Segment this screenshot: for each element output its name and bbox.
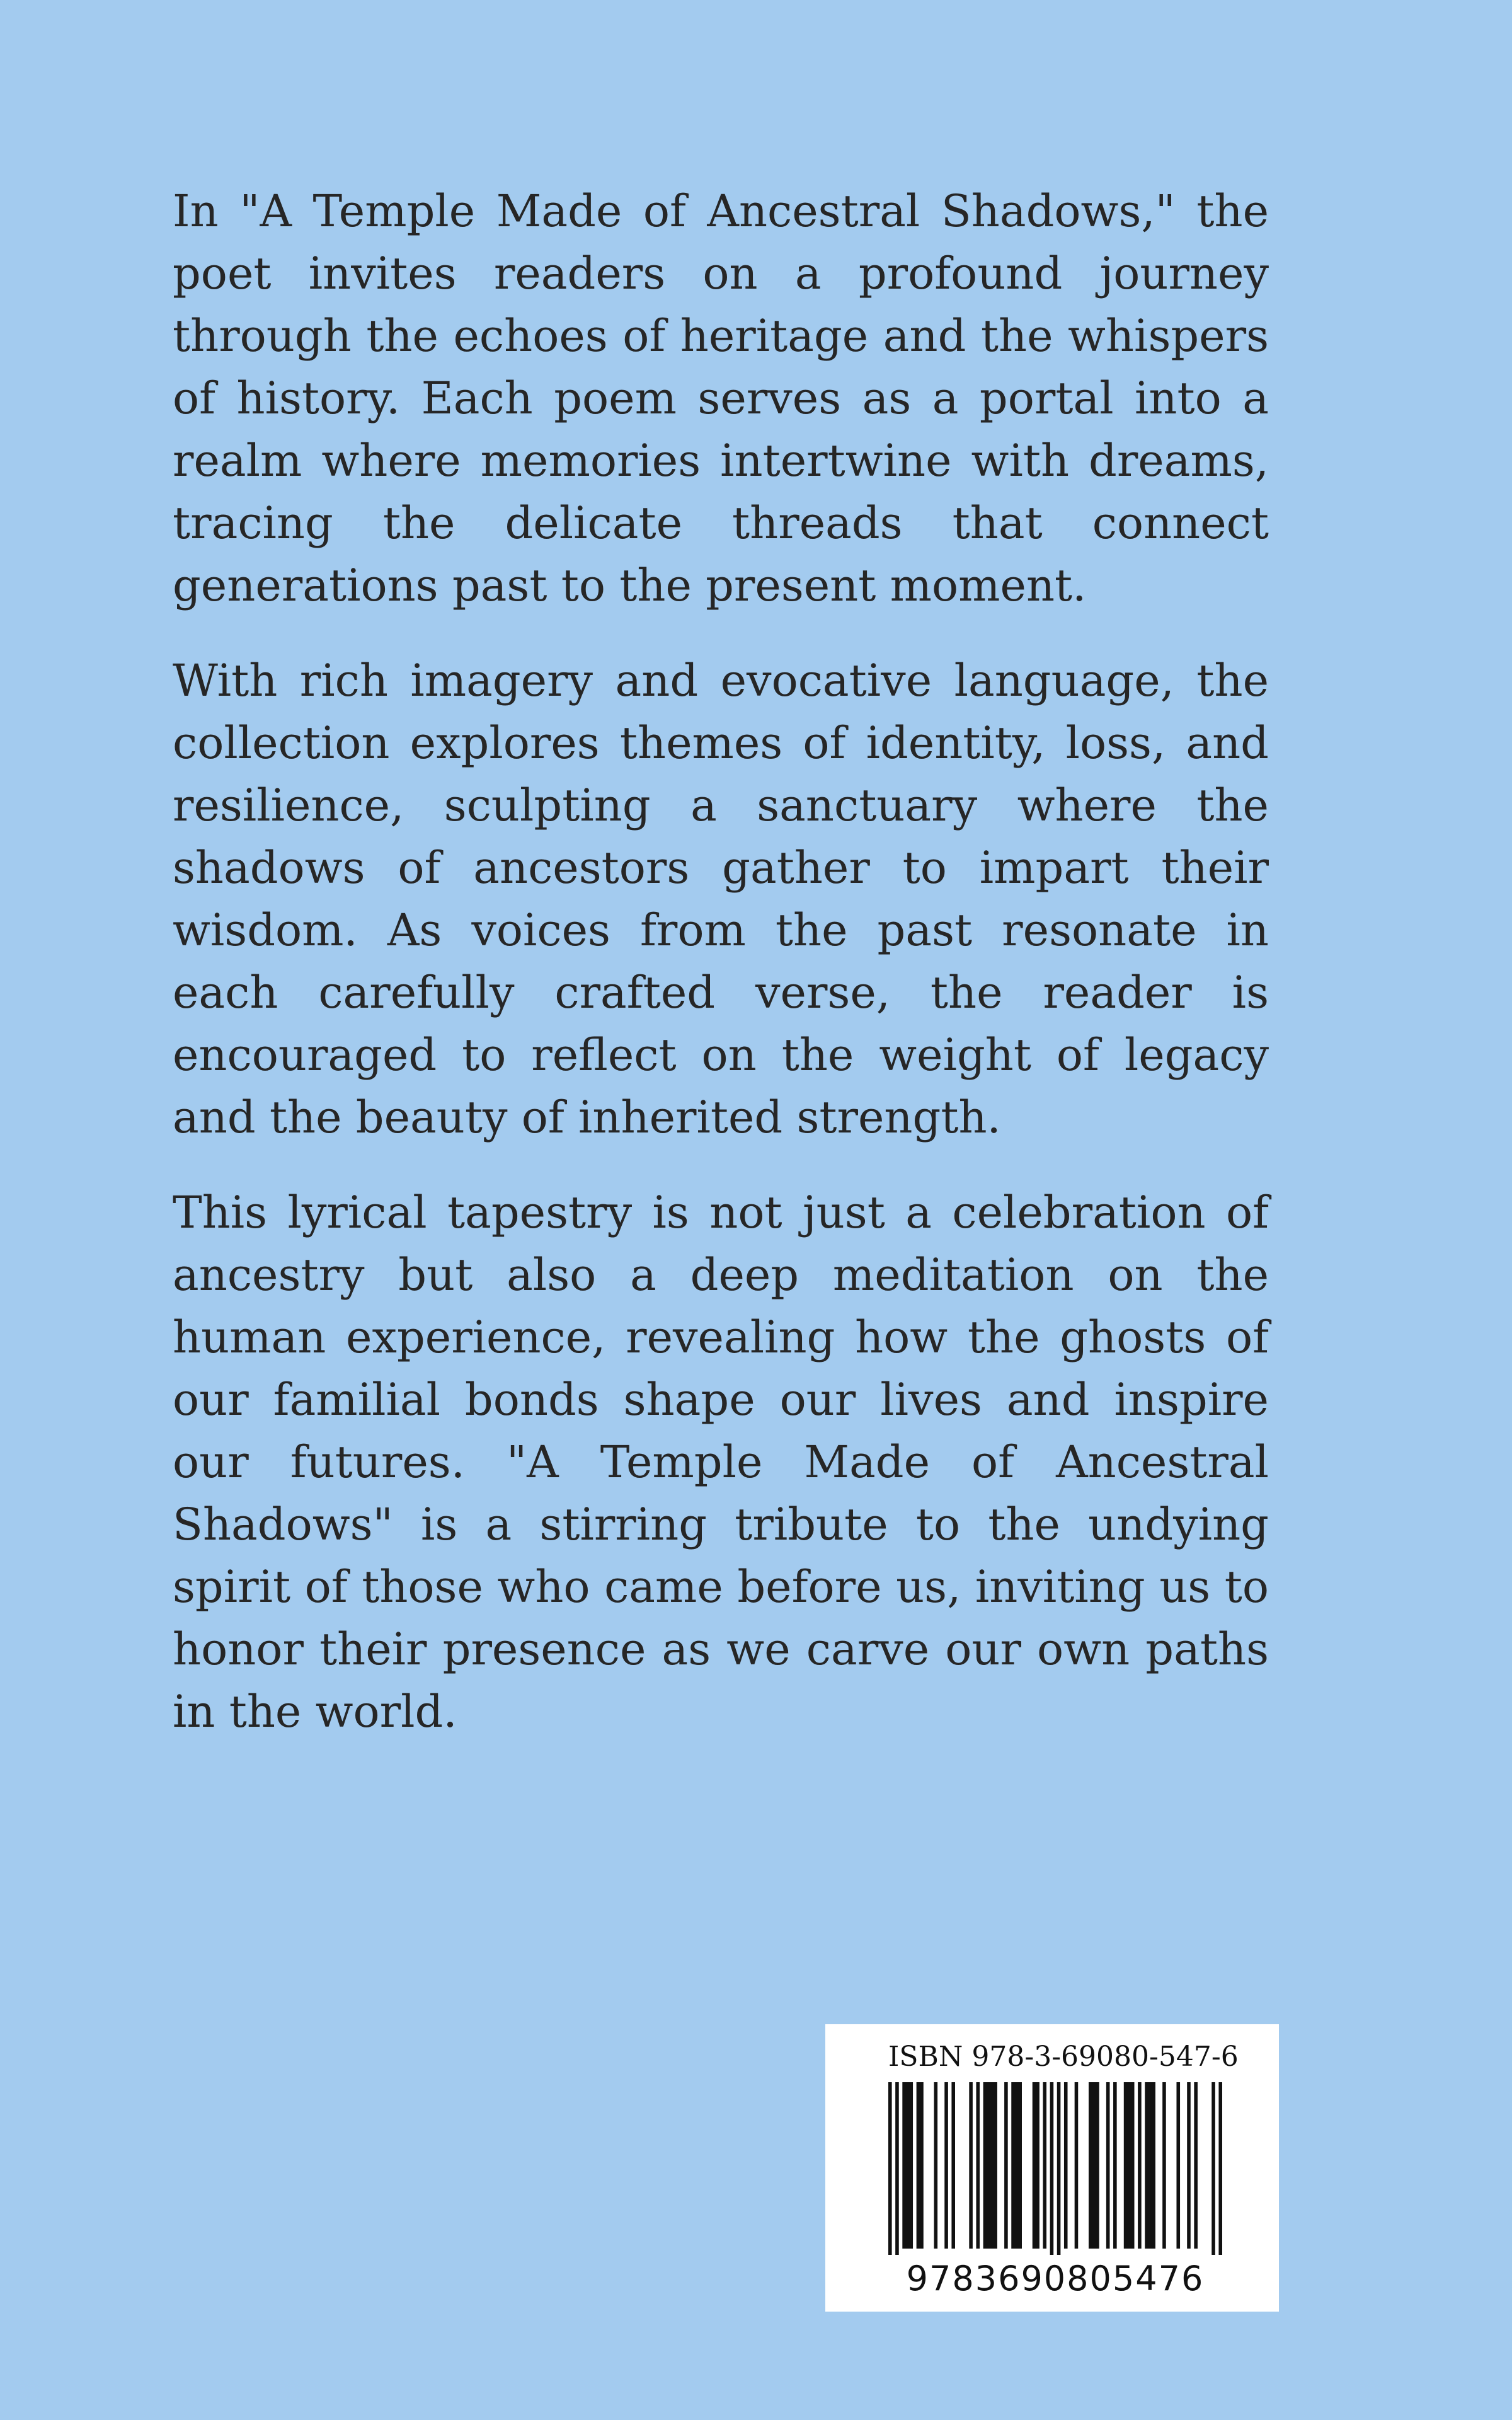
- barcode-bar: [1043, 2082, 1046, 2249]
- barcode-number: 9783690805476: [906, 2259, 1205, 2298]
- book-description: [173, 180, 1269, 1776]
- barcode-bar: [1187, 2082, 1191, 2249]
- barcode-bar: [1145, 2082, 1155, 2249]
- description-paragraph-3: This lyrical tapestry is not just a celebration of ancestry but also a deep meditation on the human experience, revealing how the ghosts of our familial bonds shape our lives and inspire our futures. "A Temple Made of Ancestral Shadows" is a stirring tribute to the undying spirit of those who came before us, inviting us to honor their presence as we carve our own paths in the world.: [173, 1187, 1269, 1737]
- barcode-bar: [917, 2082, 924, 2249]
- barcode-bar: [1004, 2082, 1008, 2249]
- barcode-bar: [1218, 2082, 1222, 2255]
- barcode-bar: [1106, 2082, 1110, 2249]
- barcode-bar: [902, 2082, 913, 2249]
- barcode-bar: [1064, 2082, 1068, 2249]
- barcode-bar: [1089, 2082, 1099, 2249]
- barcode-bar: [1162, 2082, 1166, 2249]
- barcode-bar: [951, 2082, 955, 2249]
- barcode-bar: [1057, 2082, 1061, 2255]
- barcode-bar: [1211, 2082, 1215, 2255]
- barcode-bar: [969, 2082, 973, 2249]
- barcode-bar: [1011, 2082, 1022, 2249]
- barcode-bar: [1075, 2082, 1079, 2249]
- barcode-bar: [888, 2082, 892, 2255]
- barcode-bar: [944, 2082, 948, 2249]
- barcode-bar: [895, 2082, 899, 2255]
- isbn-label: ISBN 978-3-69080-547-6: [888, 2041, 1239, 2073]
- description-paragraph-2: With rich imagery and evocative language, the collection explores themes of identity, loss, and resilience, sculpting a sanctuary where the shadows of ancestors gather to impart their wisdom. As voices from the past resonate in each carefully crafted verse, the reader is encouraged to reflect on the weight of legacy and the beauty of inherited strength.: [173, 655, 1269, 1143]
- barcode-bar: [1194, 2082, 1198, 2249]
- description-paragraph-1: In "A Temple Made of Ancestral Shadows," the poet invites readers on a profound journey through the echoes of heritage and the whispers of history. Each poem serves as a portal into a realm where memories intertwine with dreams, tracing the delicate threads that connect generations past to the present moment.: [173, 185, 1269, 611]
- barcode-bar: [1124, 2082, 1135, 2249]
- barcode-bar: [1050, 2082, 1054, 2255]
- barcode-bar: [934, 2082, 938, 2249]
- barcode-bar: [1138, 2082, 1142, 2249]
- barcode-image: [888, 2082, 1222, 2255]
- barcode-bar: [976, 2082, 980, 2249]
- barcode-bar: [1176, 2082, 1180, 2249]
- barcode-bar: [983, 2082, 997, 2249]
- isbn-barcode-block: [825, 2024, 1279, 2312]
- barcode-bar: [1113, 2082, 1117, 2249]
- barcode-bar: [1033, 2082, 1040, 2249]
